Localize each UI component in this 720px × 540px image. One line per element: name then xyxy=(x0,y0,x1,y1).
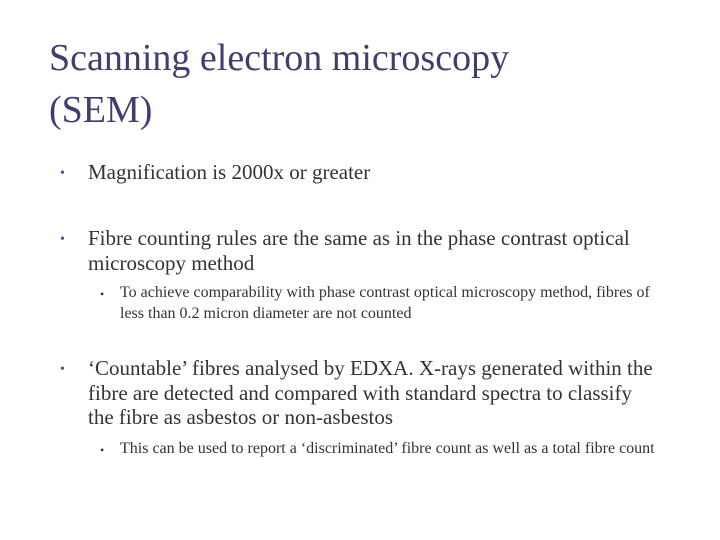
bullet-dot-icon: • xyxy=(60,362,65,377)
sub-bullet-item-2 xyxy=(100,282,670,324)
slide-title xyxy=(49,32,689,136)
bullet-text-2: Fibre counting rules are the same as in the phase contrast optical microscopy method xyxy=(88,226,630,275)
bullet-dot-icon: • xyxy=(60,166,65,181)
title-line-1: Scanning electron microscopy xyxy=(49,37,510,79)
sub-bullet-text-3: This can be used to report a ‘discriminated’ fibre count as well as a total fibre count xyxy=(120,440,655,457)
sub-bullet-dot-icon: • xyxy=(100,443,105,457)
sub-bullet-dot-icon: • xyxy=(100,287,105,301)
sub-bullet-text-2: To achieve comparability with phase contrast optical microscopy method, fibres of less than 0.2 micron diameter are not counted xyxy=(120,284,650,322)
bullet-item-2 xyxy=(60,226,660,275)
bullet-item-1 xyxy=(60,160,660,185)
bullet-text-1: Magnification is 2000x or greater xyxy=(88,160,371,184)
sub-bullet-item-3 xyxy=(100,438,670,459)
bullet-item-3 xyxy=(60,356,660,430)
bullet-dot-icon: • xyxy=(60,232,65,247)
title-line-2: (SEM) xyxy=(49,89,153,131)
bullet-text-3: ‘Countable’ fibres analysed by EDXA. X-rays generated within the fibre are detected and compared with standard spectra to classify the fibre as asbestos or non-asbestos xyxy=(88,356,653,429)
